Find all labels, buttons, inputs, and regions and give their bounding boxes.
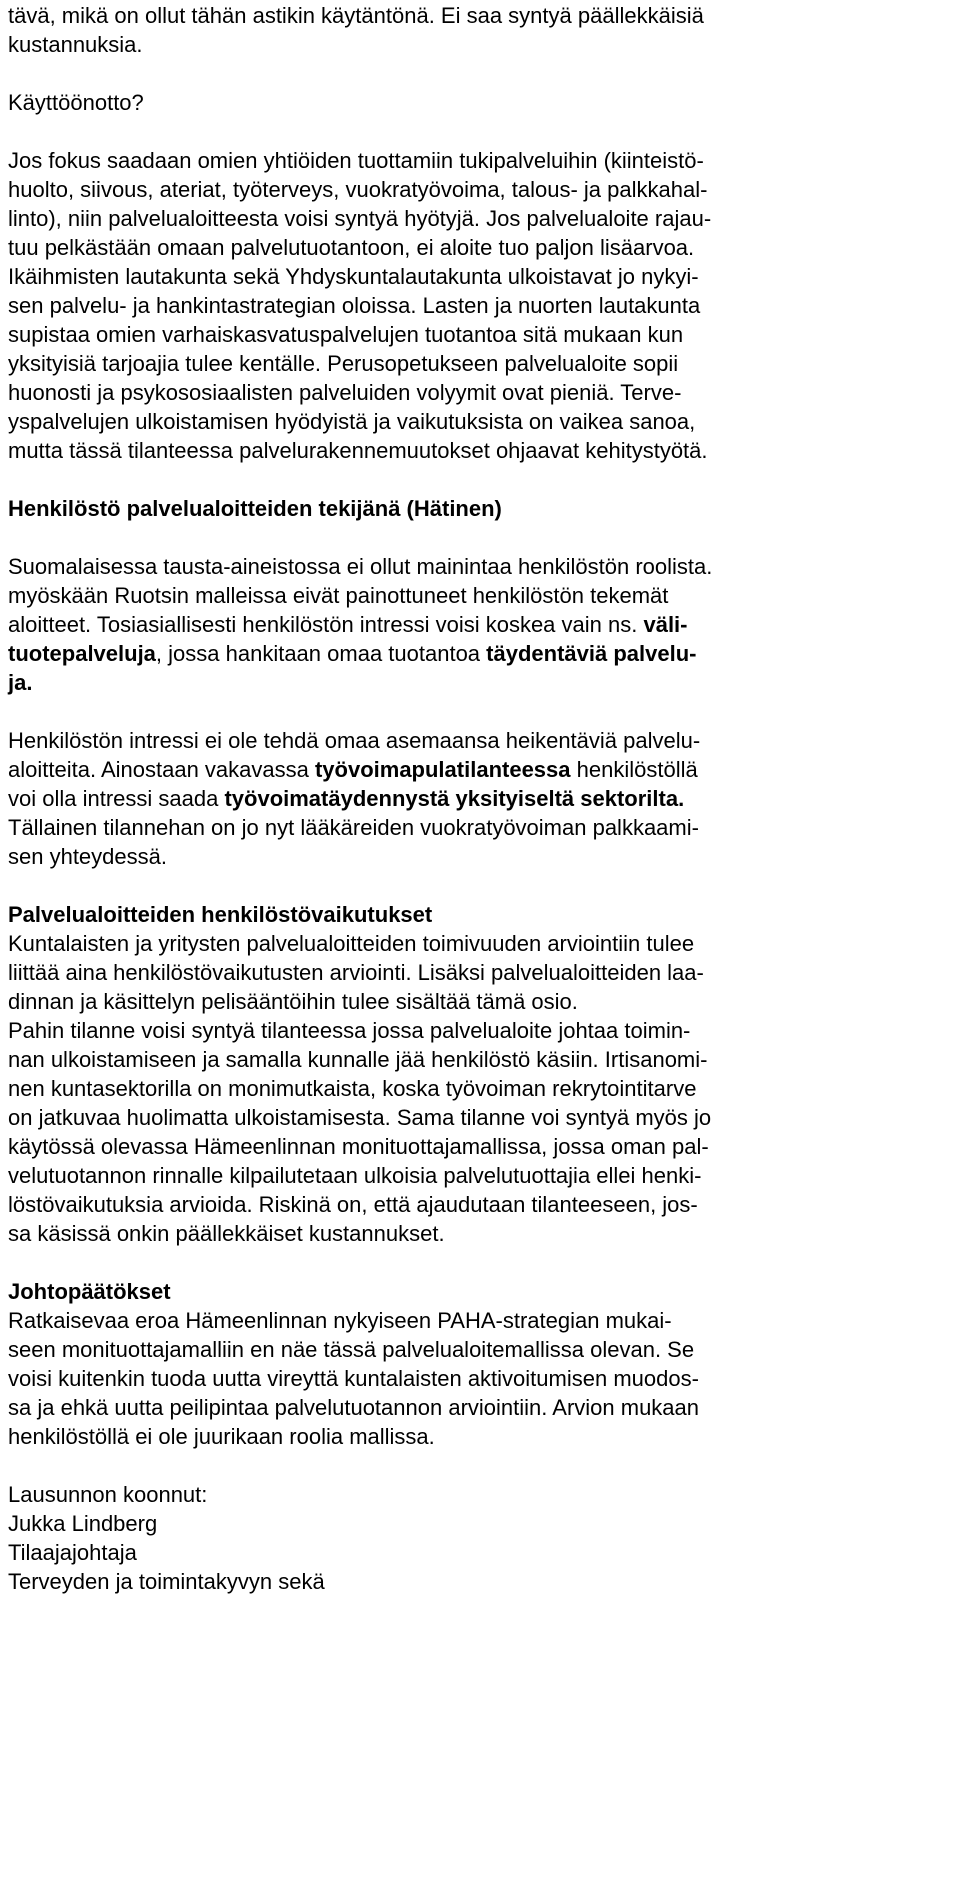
intro-line-1: tävä, mikä on ollut tähän astikin käytäntönä. Ei saa syntyä päällekkäisiä bbox=[8, 3, 704, 28]
paragraph-line: sa ja ehkä uutta peilipintaa palvelutuotannon arviointiin. Arvion mukaan bbox=[8, 1395, 700, 1420]
paragraph-line bbox=[8, 669, 32, 699]
text-run: henkilöstöllä bbox=[570, 757, 698, 782]
paragraph-line: nan ulkoistamiseen ja samalla kunnalle jää henkilöstö käsiin. Irtisanomi- bbox=[8, 1047, 708, 1072]
paragraph-line: huonosti ja psykososiaalisten palveluiden volyymit ovat pieniä. Terve- bbox=[8, 380, 682, 405]
paragraph-line: Ratkaisevaa eroa Hämeenlinnan nykyiseen PAHA-strategian mukai- bbox=[8, 1308, 672, 1333]
paragraph-line: dinnan ja käsittelyn pelisääntöihin tulee sisältää tämä osio. bbox=[8, 989, 578, 1014]
paragraph-line: henkilöstöllä ei ole juurikaan roolia mallissa. bbox=[8, 1424, 435, 1449]
paragraph-line: Henkilöstön intressi ei ole tehdä omaa asemaansa heikentäviä palvelu- bbox=[8, 728, 701, 753]
paragraph-line bbox=[8, 785, 684, 815]
paragraph-line: Jos fokus saadaan omien yhtiöiden tuottamiin tukipalveluihin (kiinteistö- bbox=[8, 148, 704, 173]
text-run: , jossa hankitaan omaa tuotantoa bbox=[155, 641, 487, 666]
paragraph-line bbox=[8, 611, 688, 641]
bold-run: työvoimapulatilanteessa bbox=[314, 757, 571, 782]
paragraph-line: sa käsissä onkin päällekkäiset kustannukset. bbox=[8, 1221, 445, 1246]
section-heading-johtopaatokset bbox=[8, 1278, 171, 1308]
signature-organization: Terveyden ja toimintakyvyn sekä bbox=[8, 1569, 325, 1594]
bold-run: työvoimatäydennystä yksityiseltä sektorilta. bbox=[224, 786, 685, 811]
intro-line-2: kustannuksia. bbox=[8, 32, 143, 57]
section-heading-henkilosto bbox=[8, 495, 502, 525]
bold-run: ja. bbox=[8, 670, 33, 695]
heading-text: Palvelualoitteiden henkilöstövaikutukset bbox=[8, 902, 433, 927]
paragraph-line bbox=[8, 640, 696, 670]
paragraph-line: yspalvelujen ulkoistamisen hyödyistä ja vaikutuksista on vaikea sanoa, bbox=[8, 409, 696, 434]
paragraph-line: voisi kuitenkin tuoda uutta vireyttä kuntalaisten aktivoitumisen muodos- bbox=[8, 1366, 699, 1391]
heading-text: Henkilöstö palvelualoitteiden tekijänä (Hätinen) bbox=[8, 496, 502, 521]
paragraph-line: mutta tässä tilanteessa palvelurakennemuutokset ohjaavat kehitystyötä. bbox=[8, 438, 708, 463]
paragraph-line: Ikäihmisten lautakunta sekä Yhdyskuntalautakunta ulkoistavat jo nykyi- bbox=[8, 264, 699, 289]
paragraph-line: Pahin tilanne voisi syntyä tilanteessa jossa palvelualoite johtaa toimin- bbox=[8, 1018, 691, 1043]
text-run: voi olla intressi saada bbox=[8, 786, 225, 811]
paragraph-line: liittää aina henkilöstövaikutusten arviointi. Lisäksi palvelualoitteiden laa- bbox=[8, 960, 704, 985]
paragraph-line: nen kuntasektorilla on monimutkaista, koska työvoiman rekrytointitarve bbox=[8, 1076, 697, 1101]
paragraph-line: tuu pelkästään omaan palvelutuotantoon, ei aloite tuo paljon lisäarvoa. bbox=[8, 235, 695, 260]
signature-name: Jukka Lindberg bbox=[8, 1511, 158, 1536]
signature-label: Lausunnon koonnut: bbox=[8, 1482, 208, 1507]
bold-run: väli- bbox=[643, 612, 688, 637]
paragraph-line bbox=[8, 756, 698, 786]
paragraph-line: Suomalaisessa tausta-aineistossa ei ollut mainintaa henkilöstön roolista. bbox=[8, 554, 713, 579]
text-run: aloitteita. Ainostaan vakavassa bbox=[8, 757, 315, 782]
paragraph-line: myöskään Ruotsin malleissa eivät painottuneet henkilöstön tekemät bbox=[8, 583, 669, 608]
bold-run: täydentäviä palvelu- bbox=[486, 641, 697, 666]
paragraph-line: seen monituottajamalliin en näe tässä palvelualoitemallissa olevan. Se bbox=[8, 1337, 695, 1362]
paragraph-line: sen palvelu- ja hankintastrategian oloissa. Lasten ja nuorten lautakunta bbox=[8, 293, 701, 318]
paragraph-line: linto), niin palvelualoitteesta voisi syntyä hyötyjä. Jos palvelualoite rajau- bbox=[8, 206, 712, 231]
paragraph-line: supistaa omien varhaiskasvatuspalvelujen tuotantoa sitä mukaan kun bbox=[8, 322, 684, 347]
paragraph-line: huolto, siivous, ateriat, työterveys, vuokratyövoima, talous- ja palkkahal- bbox=[8, 177, 708, 202]
paragraph-line: sen yhteydessä. bbox=[8, 844, 167, 869]
paragraph-line: löstövaikutuksia arvioida. Riskinä on, että ajaudutaan tilanteeseen, jos- bbox=[8, 1192, 698, 1217]
text-run: aloitteet. Tosiasiallisesti henkilöstön intressi voisi koskea vain ns. bbox=[8, 612, 644, 637]
paragraph-line: käytössä olevassa Hämeenlinnan monituottajamallissa, jossa oman pal- bbox=[8, 1134, 709, 1159]
section-heading-vaikutukset bbox=[8, 901, 432, 931]
bold-run: tuotepalveluja bbox=[8, 641, 156, 666]
paragraph-line: on jatkuvaa huolimatta ulkoistamisesta. Sama tilanne voi syntyä myös jo bbox=[8, 1105, 712, 1130]
section-heading-kayttoonotto: Käyttöönotto? bbox=[8, 90, 144, 115]
signature-title: Tilaajajohtaja bbox=[8, 1540, 137, 1565]
paragraph-line: velutuotannon rinnalle kilpailutetaan ulkoisia palvelutuottajia ellei henki- bbox=[8, 1163, 702, 1188]
paragraph-line: yksityisiä tarjoajia tulee kentälle. Perusopetukseen palvelualoite sopii bbox=[8, 351, 679, 376]
heading-text: Johtopäätökset bbox=[8, 1279, 171, 1304]
paragraph-line: Tällainen tilannehan on jo nyt lääkäreiden vuokratyövoiman palkkaami- bbox=[8, 815, 699, 840]
paragraph-line: Kuntalaisten ja yritysten palvelualoitteiden toimivuuden arviointiin tulee bbox=[8, 931, 695, 956]
